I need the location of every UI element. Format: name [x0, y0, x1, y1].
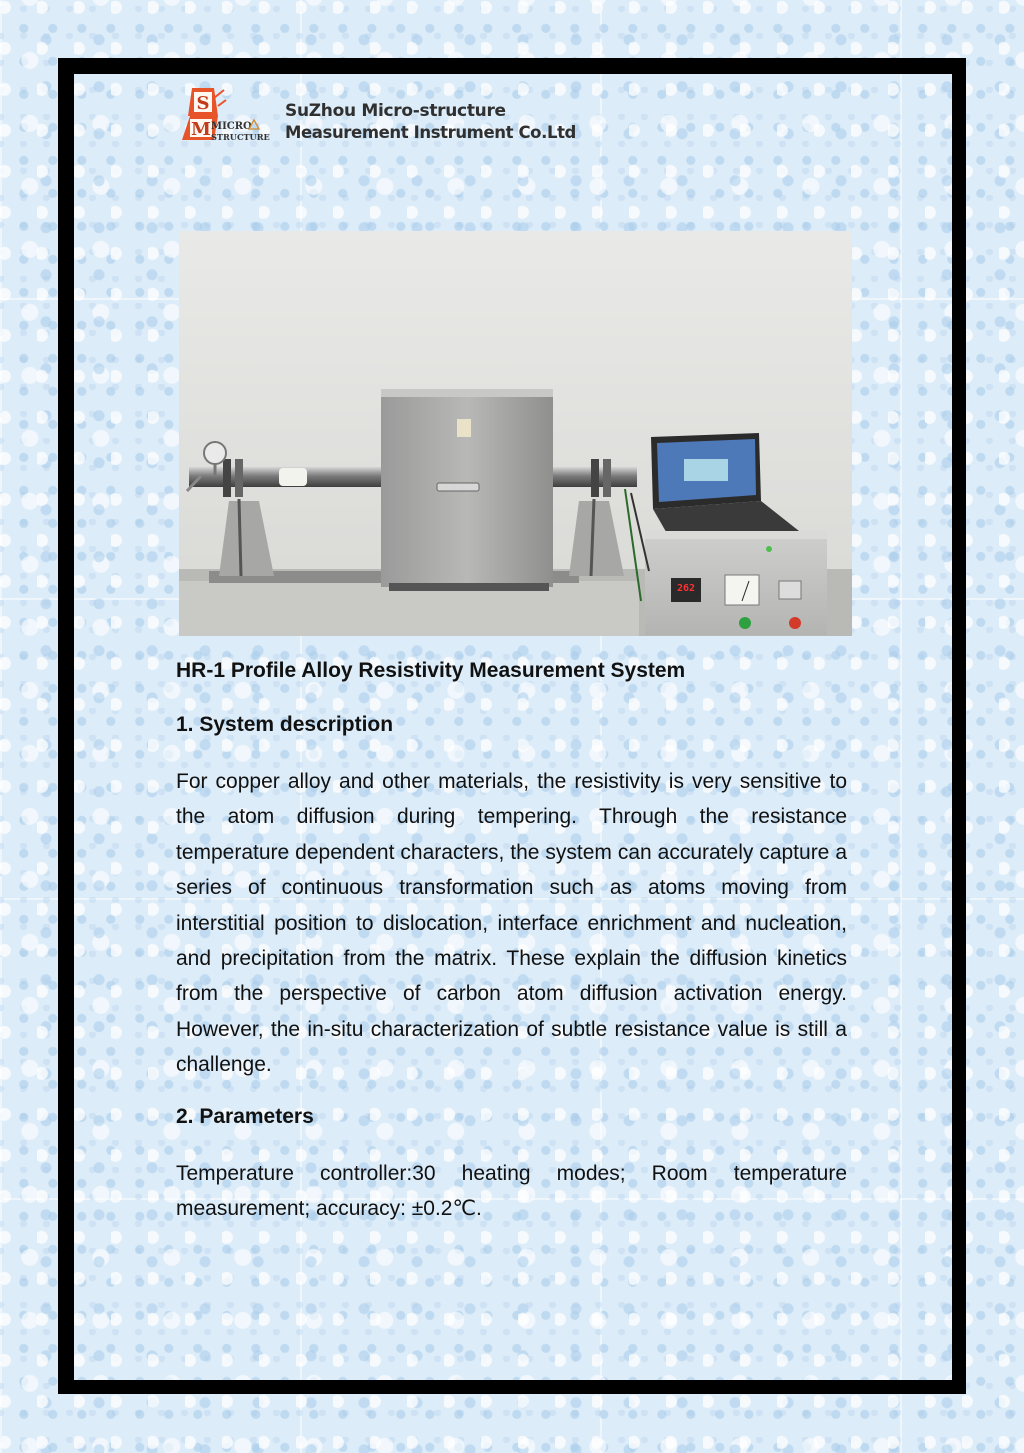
document-body: [176, 656, 847, 1245]
company-logo-icon: [178, 86, 278, 146]
product-photo: [179, 231, 852, 636]
section1-heading: 1. System description: [176, 713, 394, 736]
company-name-line2: Measurement Instrument Co.Ltd: [285, 123, 576, 142]
document-title: HR-1 Profile Alloy Resistivity Measurement System: [176, 659, 686, 682]
company-logo: [178, 86, 588, 146]
section2-heading: 2. Parameters: [176, 1104, 314, 1128]
svg-text:262: 262: [676, 583, 696, 594]
measurement-system-illustration: [179, 231, 852, 636]
svg-text:S: S: [196, 93, 210, 114]
section1-body: For copper alloy and other materials, the resistivity is very sensitive to the atom diffusion during tempering. Through the resistance temperature dependent characters, the system can accurately capture a series of continuous transformation such as atoms moving from interstitial position to dislocation, interface enrichment and nucleation, and precipitation from the matrix. These explain the diffusion kinetics from the perspective of carbon atom diffusion activation energy. However, the in-situ characterization of subtle resistance value is still a challenge.: [176, 770, 847, 1077]
section2-body: Temperature controller:30 heating modes; Room temperature measurement; accuracy: ±0.2℃.: [176, 1161, 847, 1221]
svg-text:MICRO: MICRO: [211, 121, 252, 132]
svg-text:M: M: [191, 119, 211, 140]
svg-text:STRUCTURE: STRUCTURE: [211, 132, 270, 142]
company-name-line1: SuZhou Micro-structure: [285, 101, 506, 121]
company-name: [285, 100, 576, 144]
